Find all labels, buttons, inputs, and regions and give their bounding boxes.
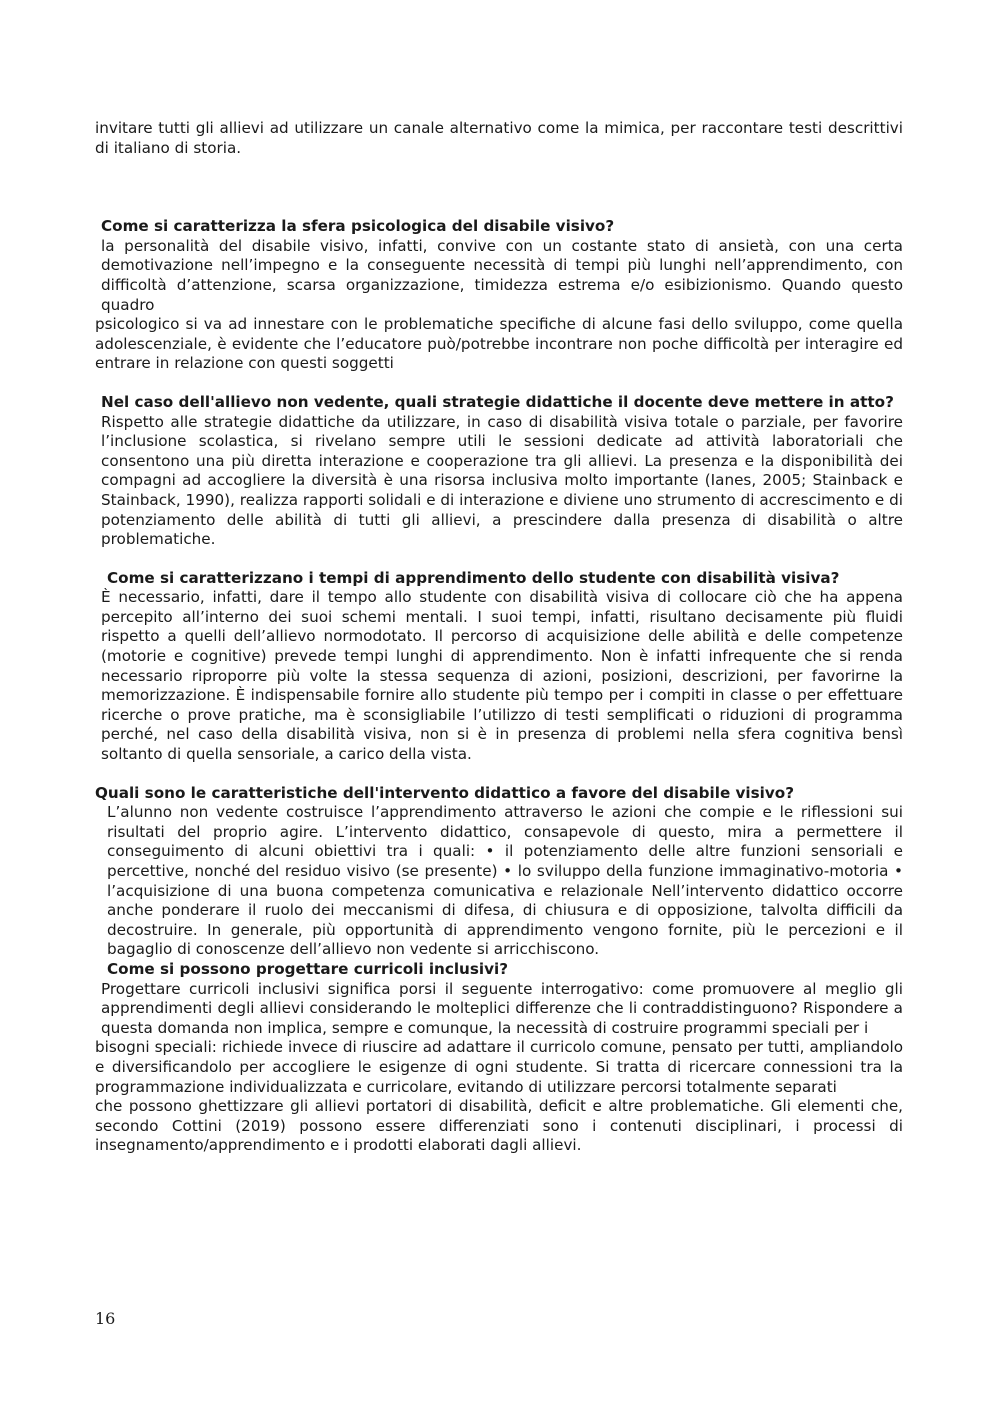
question-heading: Come si possono progettare curricoli inclusivi? bbox=[107, 959, 509, 978]
spacer bbox=[95, 550, 903, 569]
spacer bbox=[95, 374, 903, 393]
page-number: 16 bbox=[95, 1309, 116, 1328]
question-heading: Quali sono le caratteristiche dell'intervento didattico a favore del disabile visivo? bbox=[95, 783, 795, 802]
paragraph: invitare tutti gli allievi ad utilizzare un canale alternativo come la mimica, per raccontare testi descrittivi di italiano di storia. bbox=[95, 119, 903, 157]
spacer bbox=[95, 765, 903, 784]
document-body bbox=[95, 119, 903, 1156]
spacer bbox=[95, 158, 903, 217]
question-heading: Nel caso dell'allievo non vedente, quali strategie didattiche il docente deve mettere in atto? bbox=[101, 392, 894, 411]
paragraph: che possono ghettizzare gli allievi portatori di disabilità, deficit e altre problematiche. Gli elementi che, secondo Cottini (2019) possono essere differenziati sono i contenuti disciplinari, i processi di insegnamento/apprendimento e i prodotti elaborati dagli allievi. bbox=[95, 1097, 903, 1155]
question-heading: Come si caratterizzano i tempi di apprendimento dello studente con disabilità visiva? bbox=[107, 568, 840, 587]
paragraph: È necessario, infatti, dare il tempo allo studente con disabilità visiva di collocare ciò che ha appena percepito all’interno dei suoi schemi mentali. I suoi tempi, infatti, risultano decisamente più fluidi rispetto a quelli dell’allievo normodotato. Il percorso di acquisizione delle abilità e delle competenze (motorie e cognitive) prevede tempi lunghi di apprendimento. Non è infatti infrequente che si renda necessario riproporre più volte la stessa sequenza di azioni, posizioni, descrizioni, per favorirne la memorizzazione. È indispensabile fornire allo studente più tempo per i compiti in classe o per effettuare ricerche o prove pratiche, ma è sconsigliabile l’utilizzo di testi semplificati o riduzioni di programma perché, nel caso della disabilità visiva, non si è in presenza di problemi nella sfera cognitiva bensì soltanto di quella sensoriale, a carico della vista. bbox=[101, 588, 903, 764]
paragraph: Progettare curricoli inclusivi significa porsi il seguente interrogativo: come promuovere al meglio gli apprendimenti degli allievi considerando le molteplici differenze che li contraddistinguono? Rispondere a questa domanda non implica, sempre e comunque, la necessità di costruire programmi speciali per i bbox=[101, 979, 903, 1037]
paragraph: L’alunno non vedente costruisce l’apprendimento attraverso le azioni che compie e le riflessioni sui risultati del proprio agire. L’intervento didattico, consapevole di questo, mira a permettere il conseguimento di alcuni obiettivi tra i quali: • il potenziamento delle altre funzioni sensoriali e percettive, nonché del residuo visivo (se presente) • lo sviluppo della funzione immaginativo-motoria • l’acquisizione di una buona competenza comunicativa e relazionale Nell’intervento didattico occorre anche ponderare il ruolo dei meccanismi di difesa, di chiusura e di opposizione, talvolta difficili da decostruire. In generale, più opportunità di apprendimento vengono fornite, più le percezioni e il bagaglio di conoscenze dell’allievo non vedente si arricchiscono. bbox=[107, 803, 903, 959]
paragraph: bisogni speciali: richiede invece di riuscire ad adattare il curricolo comune, pensato per tutti, ampliandolo e diversificandolo per accogliere le esigenze di ogni studente. Si tratta di ricercare connessioni tra la programmazione individualizzata e curricolare, evitando di utilizzare percorsi totalmente separati bbox=[95, 1038, 903, 1096]
question-heading: Come si caratterizza la sfera psicologica del disabile visivo? bbox=[101, 217, 615, 236]
paragraph: Rispetto alle strategie didattiche da utilizzare, in caso di disabilità visiva totale o parziale, per favorire l’inclusione scolastica, si rivelano sempre utili le sessioni dedicate ad attività laboratoriali che consentono una più diretta interazione e cooperazione tra gli allievi. La presenza e la disponibilità dei compagni ad accogliere la diversità è una risorsa inclusiva molto importante (Ianes, 2005; Stainback e Stainback, 1990), realizza rapporti solidali e di interazione e diviene uno strumento di accrescimento e di potenziamento delle abilità di tutti gli allievi, a prescindere dalla presenza di disabilità o altre problematiche. bbox=[101, 412, 903, 549]
paragraph: la personalità del disabile visivo, infatti, convive con un costante stato di ansietà, con una certa demotivazione nell’impegno e la conseguente necessità di tempi più lunghi nell’apprendimento, con difficoltà d’attenzione, scarsa organizzazione, timidezza estrema e/o esibizionismo. Quando questo quadro bbox=[101, 236, 903, 314]
paragraph: psicologico si va ad innestare con le problematiche specifiche di alcune fasi dello sviluppo, come quella adolescenziale, è evidente che l’educatore può/potrebbe incontrare non poche difficoltà per interagire ed entrare in relazione con questi soggetti bbox=[95, 315, 903, 373]
